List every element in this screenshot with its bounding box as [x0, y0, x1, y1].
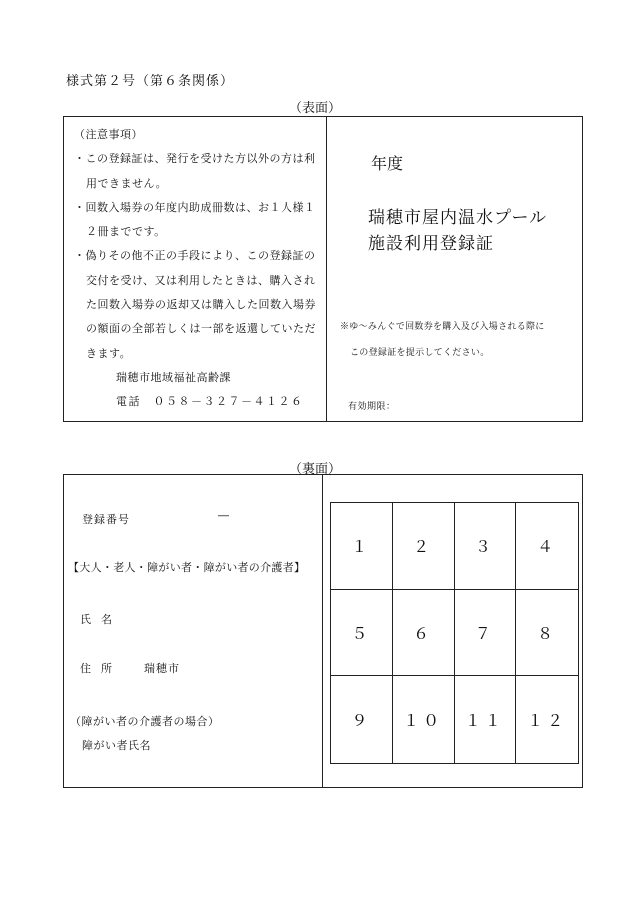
- category-label: 【大人・老人・障がい者・障がい者の介護者】: [68, 561, 306, 574]
- validity-label: 有効期限：: [348, 402, 396, 412]
- stamp-slot: ７: [455, 590, 517, 677]
- fiscal-year-label: 年度: [371, 154, 404, 173]
- notice-line1: ※ゆ～みんぐで回数券を購入及び入場される際に: [340, 322, 545, 332]
- caregiver-note: （障がい者の介護者の場合）: [70, 715, 220, 728]
- registrant-panel: [64, 475, 322, 787]
- stamp-slot: １１: [455, 676, 517, 763]
- notice-line2: この登録証を提示してください。: [350, 348, 490, 358]
- registration-number-label: 登録番号: [82, 513, 130, 526]
- note-2: ・回数入場券の年度内助成冊数は、お１人様１２冊までです。: [74, 200, 316, 239]
- registration-number-dash: ―: [218, 509, 229, 522]
- back-card: [63, 474, 583, 788]
- stamp-slot: ２: [393, 503, 455, 590]
- form-label: 様式第２号（第６条関係）: [66, 74, 235, 89]
- note-1: ・この登録証は、発行を受けた方以外の方は利用できません。: [74, 152, 316, 190]
- stamp-slot: ８: [516, 590, 578, 677]
- stamp-slot: ６: [393, 590, 455, 677]
- stamp-slot: ３: [455, 503, 517, 590]
- stamp-slot: ５: [331, 590, 393, 677]
- stamp-slot: １２: [527, 711, 568, 731]
- front-divider: [326, 117, 327, 421]
- office-phone: 電話 ０５８－３２７－４１２６: [116, 395, 304, 409]
- stamp-slot: １: [331, 503, 393, 590]
- back-section-title: （裏面）: [288, 462, 341, 477]
- note-3: ・偽りその他不正の手段により、この登録証の交付を受け、又は利用したときは、購入された回数入場券の返却又は購入した回数入場券の額面の全部若しくは一部を返還していただきます。: [74, 249, 316, 360]
- office-name: 瑞穂市地域福祉高齢課: [116, 370, 231, 384]
- notes-panel: [72, 123, 324, 415]
- address-city: 瑞穂市: [144, 662, 180, 675]
- stamp-slot: ９: [331, 676, 393, 763]
- notes-heading: （注意事項）: [74, 128, 143, 141]
- stamp-slot: １０: [393, 676, 455, 763]
- card-title-line2: 施設利用登録証: [368, 234, 494, 254]
- card-title-line1: 瑞穂市屋内温水プール: [368, 208, 548, 228]
- stamp-grid: [330, 502, 579, 764]
- disabled-person-name-label: 障がい者氏名: [82, 739, 151, 752]
- stamp-slot: ４: [516, 503, 578, 590]
- front-card: [63, 116, 583, 422]
- address-label: 住所: [80, 662, 122, 675]
- name-label: 氏名: [80, 613, 122, 626]
- card-title-panel: [340, 117, 580, 421]
- front-section-title: （表面）: [288, 101, 341, 116]
- back-divider: [322, 475, 323, 787]
